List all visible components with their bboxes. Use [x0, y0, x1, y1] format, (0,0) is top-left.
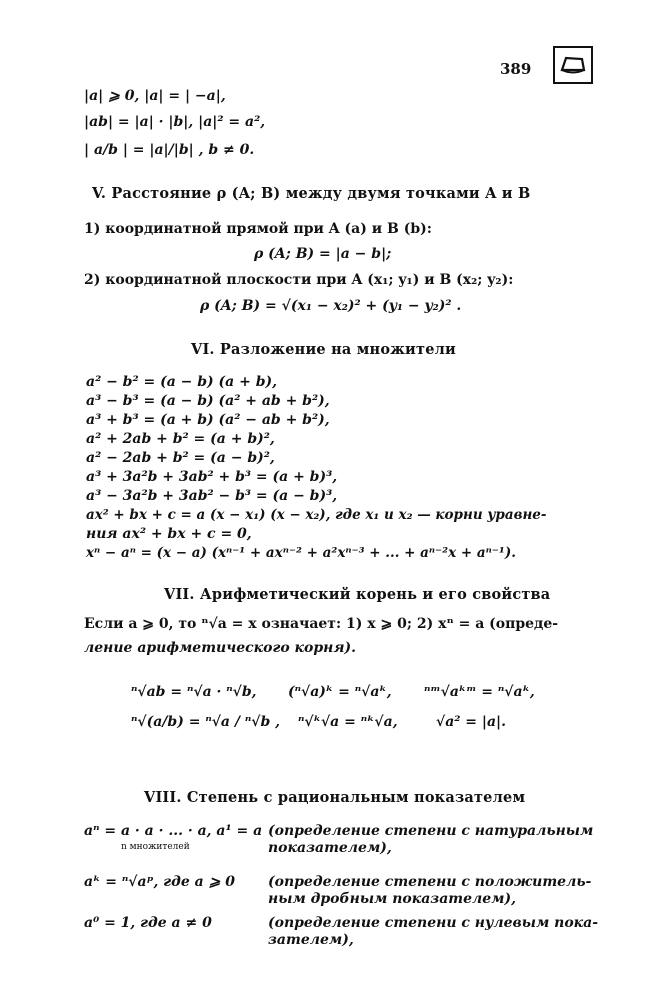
power-zero-formula: a⁰ = 1, где a ≠ 0	[84, 915, 212, 931]
section-8-title: VIII. Степень с рациональным показателем	[144, 789, 526, 806]
book-icon	[553, 46, 593, 84]
abs-line-3: | a/b | = |a|/|b| , b ≠ 0.	[84, 142, 255, 158]
factor-line-5: a² − 2ab + b² = (a − b)²,	[86, 450, 275, 466]
distance-plane-formula: ρ (A; B) = √(x₁ − x₂)² + (y₁ − y₂)² .	[200, 298, 462, 314]
section-5-item-2: 2) координатной плоскости при A (x₁; y₁) и B (x₂; y₂):	[84, 272, 514, 288]
section-7-intro-2: ление арифметического корня).	[84, 640, 356, 656]
section-5-item-1: 1) координатной прямой при A (a) и B (b):	[84, 221, 432, 237]
factor-line-2: a³ − b³ = (a − b) (a² + ab + b²),	[86, 393, 330, 409]
power-natural-note: n множителей	[121, 842, 190, 852]
factor-line-6: a³ + 3a²b + 3ab² + b³ = (a + b)³,	[86, 469, 338, 485]
section-7-title: VII. Арифметический корень и его свойства	[164, 586, 551, 603]
root-property-6: √a² = |a|.	[436, 714, 507, 730]
factor-line-10: xⁿ − aⁿ = (x − a) (xⁿ⁻¹ + axⁿ⁻² + a²xⁿ⁻³ + ... + aⁿ⁻²x + aⁿ⁻¹).	[86, 545, 516, 561]
power-zero-desc-2: зателем),	[268, 932, 354, 948]
root-property-5: ⁿ√ᵏ√a = ⁿᵏ√a,	[298, 714, 398, 730]
abs-line-1: |a| ⩾ 0, |a| = | −a|,	[84, 88, 226, 104]
distance-line-formula: ρ (A; B) = |a − b|;	[254, 246, 392, 262]
power-natural-formula: aⁿ = a · a · ... · a, a¹ = a	[84, 823, 263, 839]
root-property-3: ⁿᵐ√aᵏᵐ = ⁿ√aᵏ,	[424, 684, 535, 700]
section-6-title: VI. Разложение на множители	[191, 341, 457, 358]
abs-line-2: |ab| = |a| · |b|, |a|² = a²,	[84, 114, 266, 130]
factor-line-4: a² + 2ab + b² = (a + b)²,	[86, 431, 275, 447]
factor-line-9: ния ax² + bx + c = 0,	[86, 526, 252, 542]
page-number: 389	[500, 60, 532, 78]
power-fraction-formula: aᵏ = ⁿ√aᵖ, где a ⩾ 0	[84, 874, 235, 890]
factor-line-8: ax² + bx + c = a (x − x₁) (x − x₂), где x₁ и x₂ — корни уравне-	[86, 507, 547, 523]
root-property-1: ⁿ√ab = ⁿ√a · ⁿ√b,	[131, 684, 257, 700]
factor-line-7: a³ − 3a²b + 3ab² − b³ = (a − b)³,	[86, 488, 338, 504]
root-property-4: ⁿ√(a/b) = ⁿ√a / ⁿ√b ,	[131, 714, 281, 730]
section-5-title: V. Расстояние ρ (A; B) между двумя точками A и B	[92, 185, 531, 202]
factor-line-1: a² − b² = (a − b) (a + b),	[86, 374, 278, 390]
power-fraction-desc-2: ным дробным показателем),	[268, 891, 516, 907]
power-natural-desc-1: (определение степени с натуральным	[268, 823, 594, 839]
section-7-intro-1: Если a ⩾ 0, то ⁿ√a = x означает: 1) x ⩾ 0; 2) xⁿ = a (опреде-	[84, 616, 559, 632]
root-property-2: (ⁿ√a)ᵏ = ⁿ√aᵏ,	[288, 684, 392, 700]
power-zero-desc-1: (определение степени с нулевым пока-	[268, 915, 599, 931]
power-fraction-desc-1: (определение степени с положитель-	[268, 874, 592, 890]
power-natural-desc-2: показателем),	[268, 840, 392, 856]
factor-line-3: a³ + b³ = (a + b) (a² − ab + b²),	[86, 412, 330, 428]
